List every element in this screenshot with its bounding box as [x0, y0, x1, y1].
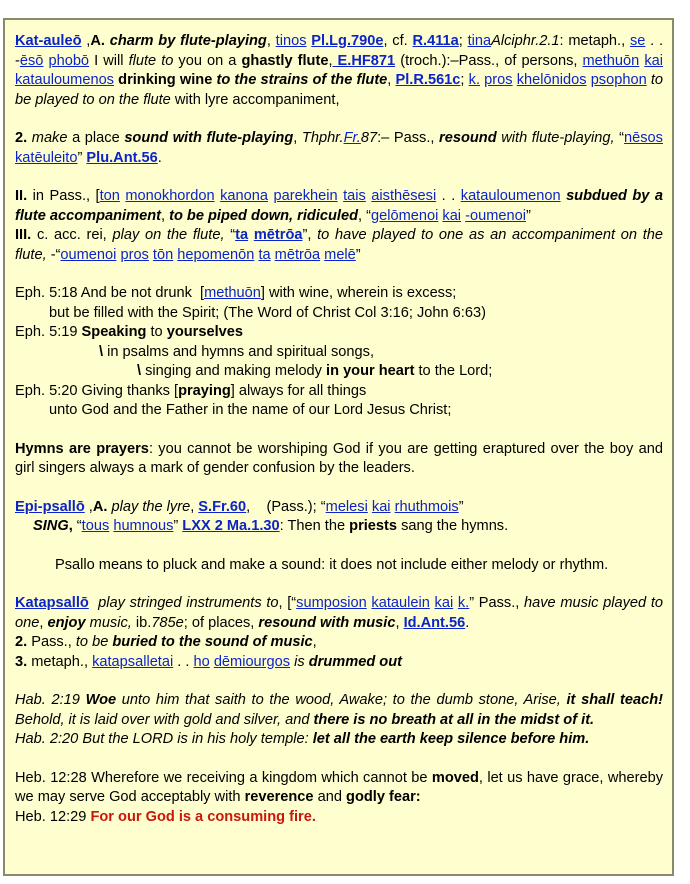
habakkuk-quote: Hab. 2:19 Woe unto him that saith to the wood, Awake; to the dumb stone, Arise, it shall teach! Behold, it is laid over with gold and silver, and there is no breath at all in the midst of it. — [15, 692, 663, 728]
highlight-text: For our God is a consuming fire. — [90, 808, 316, 825]
entry-epipsallo: Epi-psallō ,A. play the lyre, S.Fr.60, (Pass.); “melesi kai rhuthmois” — [15, 498, 464, 515]
link[interactable]: tinos — [275, 33, 307, 49]
sense-3b: III. c. acc. rei, play on the flute, “ta mētrōa”, to have played to one as an accompaniment on the flute, -“oumenoi pros tōn hepomenōn ta mētrōa melē” — [15, 227, 663, 263]
hymns-note: Hymns are prayers: you cannot be worshiping God if you are getting eraptured over the boy and girl singers always a mark of gender confusion by the leaders. — [15, 440, 663, 476]
gloss: charm by flute-playing — [109, 33, 267, 49]
lexicon-page: Kat-auleō ,A. charm by flute-playing, tinos Pl.Lg.790e, cf. R.411a; tinaAlciphr.2.1: metaph., se . . -ēsō phobō I will flute to you on a ghastly flute, E.HF871 (troch.):–Pass., of persons, methuōn kai katauloumenos drinking wine to the strains of the flute, Pl.R.561c; k. pros khelōnidos psophon to be played to on the flute with lyre accompaniment, 2. make a place sound with flute-playing, Thphr.Fr.87:– Pass., resound with flute-playing, “nēsos katēuleito” Plu.Ant.56. II. in Pass., [ton monokhordon kanona parekhein tais aisthēsesi . . katauloumenon subdued by a flute accompaniment, to be piped down, ridiculed, “gelōmenoi kai -oumenoi” III. c. acc. rei, play on the flute, “ta mētrōa”, to have played to one as an accompaniment on the flute, -“oumenoi pros tōn hepomenōn ta mētrōa melē” Eph. 5:18 And be not drunk [methuōn] with wine, wherein is excess; but be filled with the Spirit; (The Word of Christ Col 3:16; John 6:63) Eph. 5:19 Speaking to yourselves \ in psalms and hymns and spiritual songs, \ singing and making melody in your heart to the Lord; Eph. 5:20 Giving thanks [praying] always for all things unto God and the Father in the name of our Lord Jesus Christ; Hymns are prayers: you cannot be worshiping God if you are getting eraptured over the boy and girl singers always a mark of gender confusion by the leaders. Epi-psallō ,A. play the lyre, S.Fr.60, (Pass.); “melesi kai rhuthmois” SING, “tous humnous” LXX 2 Ma.1.30: Then the priests sang the hymns. Psallo means to pluck and make a sound: it does not include either melody or rhythm. Katapsallō play stringed instruments to, [“sumposion kataulein kai k.” Pass., have music played to one, enjoy music, ib.785e; of places, resound with music, Id.Ant.56. 2. Pass., to be buried to the sound of music, 3. metaph., katapsalletai . . ho dēmiourgos is drummed out Hab. 2:19 Woe unto him that saith to the wood, Awake; to the dumb stone, Arise, it shall teach! Behold, it is laid over with gold and silver, and there is no breath at all in the midst of it. Hab. 2:20 But the LORD is in his holy temple: let all the earth keep silence before him. Heb. 12:28 Wherefore we receiving a kingdom which cannot be moved, let us have grace, whereby we may serve God acceptably with reverence and godly fear: Heb. 12:29 For our God is a consuming fire. — [3, 18, 674, 876]
ref-link[interactable]: E.HF871 — [332, 52, 396, 69]
ref-link[interactable]: R.411a — [412, 33, 459, 49]
entry-epipsallo-2: SING, “tous humnous” LXX 2 Ma.1.30: Then the priests sang the hymns. — [33, 518, 509, 534]
link[interactable]: psophon — [590, 72, 647, 88]
link[interactable]: tina — [467, 33, 492, 49]
ref-link[interactable]: Plu.Ant.56 — [86, 149, 158, 166]
link[interactable]: kai — [644, 52, 663, 69]
link[interactable]: katauloumenos — [15, 72, 114, 88]
ref-link[interactable]: Pl.R.561c — [395, 72, 461, 88]
link[interactable]: nēsos — [624, 130, 663, 146]
headword-link[interactable]: Kat-auleō — [15, 33, 82, 49]
ref-link[interactable]: Pl.Lg.790e — [311, 33, 384, 49]
link[interactable]: phobō — [48, 52, 90, 69]
link[interactable]: pros — [484, 72, 513, 88]
link[interactable]: k. — [468, 72, 480, 88]
link[interactable]: se — [629, 33, 646, 49]
ephesians-quote: Eph. 5:18 And be not drunk [methuōn] with wine, wherein is excess; but be filled with the Spirit; (The Word of Christ Col 3:16; John 6:63) Eph. 5:19 Speaking to yourselves \ in psalms and hymns and spiritual songs, \ singing and making melody in your heart to the Lord; Eph. 5:20 Giving thanks [praying] always for all things unto God and the Father in the name of our Lord Jesus Christ; — [15, 285, 493, 418]
sense-3: II. in Pass., [ton monokhordon kanona parekhein tais aisthēsesi . . katauloumenon subdued by a flute accompaniment, to be piped down, ridiculed, “gelōmenoi kai -oumenoi” — [15, 188, 663, 224]
link[interactable]: methuōn — [582, 52, 640, 69]
psallo-note: Psallo means to pluck and make a sound: it does not include either melody or rhythm. — [55, 556, 609, 573]
sense-2: 2. make a place sound with flute-playing, Thphr.Fr.87:– Pass., resound with flute-playing, “nēsos katēuleito” Plu.Ant.56. — [15, 130, 663, 166]
hebrews-quote: Heb. 12:28 Wherefore we receiving a kingdom which cannot be moved, let us have grace, whereby we may serve God acceptably with reverence and godly fear: — [15, 769, 663, 805]
entry-katapsallo: Katapsallō play stringed instruments to, [“sumposion kataulein kai k.” Pass., have music played to one, enjoy music, ib.785e; of places, resound with music, Id.Ant.56. — [15, 595, 663, 631]
link[interactable]: katēuleito — [15, 149, 78, 166]
entry-kataule: Kat-auleō ,A. charm by flute-playing, tinos Pl.Lg.790e, cf. R.411a; tinaAlciphr.2.1: metaph., se . . -ēsō phobō I will flute to you on a ghastly flute, E.HF871 (troch.):–Pass., of persons, methuōn kai katauloumenos drinking wine to the strains of the flute, Pl.R.561c; k. pros khelōnidos psophon to be played to on the flute with lyre accompaniment, — [15, 33, 664, 108]
link[interactable]: khelōnidos — [516, 72, 587, 88]
link[interactable]: ēsō — [19, 52, 44, 69]
